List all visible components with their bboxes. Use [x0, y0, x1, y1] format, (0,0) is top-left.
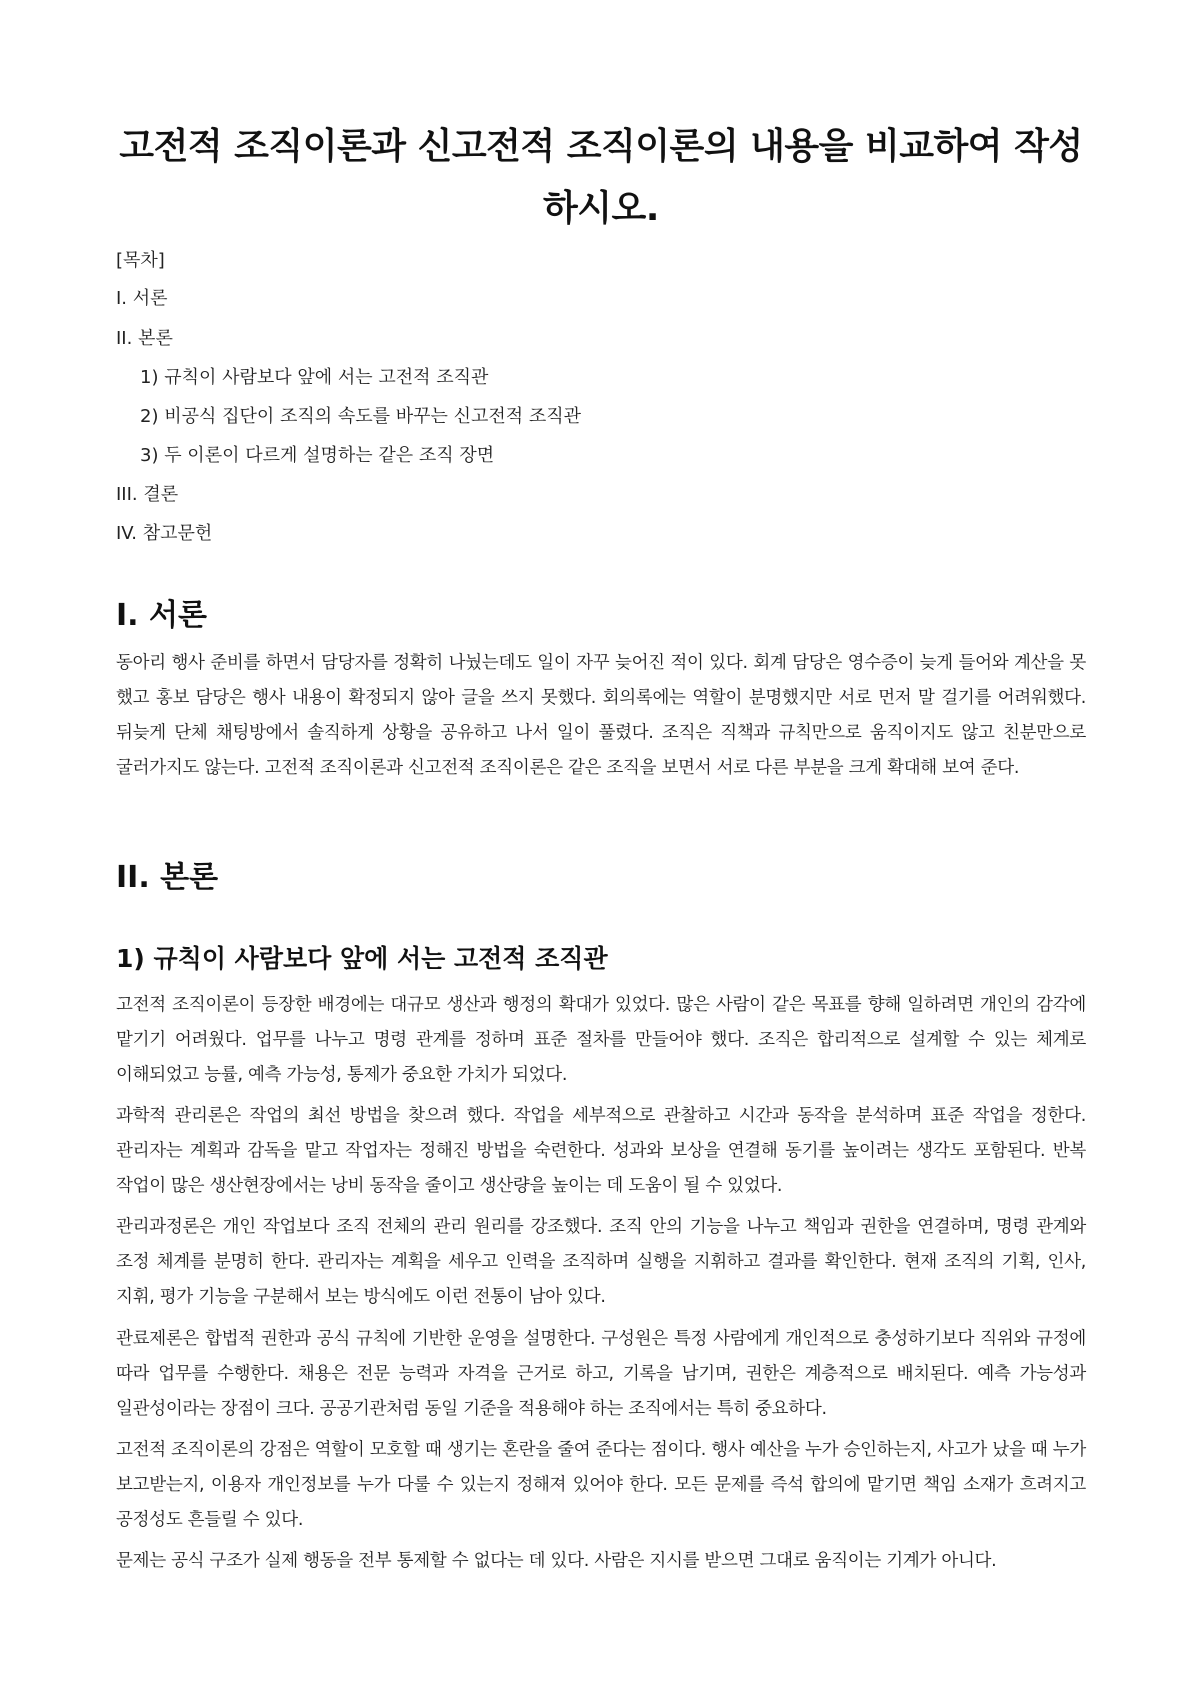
- toc-item: 1) 규칙이 사람보다 앞에 서는 고전적 조직관: [140, 367, 489, 388]
- toc-item: III. 결론: [116, 484, 179, 505]
- toc-item: I. 서론: [116, 288, 168, 309]
- toc-item: II. 본론: [116, 328, 173, 349]
- document-title: 고전적 조직이론과 신고전적 조직이론의 내용을 비교하여 작성하시오.: [119, 126, 1083, 229]
- section-heading-intro: I. 서론: [116, 598, 207, 633]
- body-paragraph: 고전적 조직이론의 강점은 역할이 모호할 때 생기는 혼란을 줄여 준다는 점이다. 행사 예산을 누가 승인하는지, 사고가 났을 때 누가 보고받는지, 이용자 개인정보를 누가 다룰 수 있는지 정해져 있어야 한다. 모든 문제를 즉석 합의에 맡기면 책임 소재가 흐려지고 공정성도 흔들릴 수 있다.: [116, 1440, 1086, 1530]
- body-paragraph: 관료제론은 합법적 권한과 공식 규칙에 기반한 운영을 설명한다. 구성원은 특정 사람에게 개인적으로 충성하기보다 직위와 규정에 따라 업무를 수행한다. 채용은 전문 능력과 자격을 근거로 하고, 기록을 남기며, 권한은 계층적으로 배치된다. 예측 가능성과 일관성이라는 장점이 크다. 공공기관처럼 동일 기준을 적용해야 하는 조직에서는 특히 중요하다.: [116, 1329, 1086, 1419]
- toc-item: 2) 비공식 집단이 조직의 속도를 바꾸는 신고전적 조직관: [140, 406, 582, 427]
- body-paragraph: 고전적 조직이론이 등장한 배경에는 대규모 생산과 행정의 확대가 있었다. 많은 사람이 같은 목표를 향해 일하려면 개인의 감각에 맡기기 어려웠다. 업무를 나누고 명령 관계를 정하며 표준 절차를 만들어야 했다. 조직은 합리적으로 설계할 수 있는 체계로 이해되었고 능률, 예측 가능성, 통제가 중요한 가치가 되었다.: [116, 995, 1086, 1085]
- intro-paragraph: 동아리 행사 준비를 하면서 담당자를 정확히 나눴는데도 일이 자꾸 늦어진 적이 있다. 회계 담당은 영수증이 늦게 들어와 계산을 못 했고 홍보 담당은 행사 내용이 확정되지 않아 글을 쓰지 못했다. 회의록에는 역할이 분명했지만 서로 먼저 말 걸기를 어려워했다. 뒤늦게 단체 채팅방에서 솔직하게 상황을 공유하고 나서 일이 풀렸다. 조직은 직책과 규칙만으로 움직이지도 않고 친분만으로 굴러가지도 않는다. 고전적 조직이론과 신고전적 조직이론은 같은 조직을 보면서 서로 다른 부분을 크게 확대해 보여 준다.: [116, 653, 1086, 778]
- subsection-heading: 1) 규칙이 사람보다 앞에 서는 고전적 조직관: [116, 944, 608, 973]
- toc-heading: [목차]: [116, 250, 165, 271]
- body-paragraph: 문제는 공식 구조가 실제 행동을 전부 통제할 수 없다는 데 있다. 사람은 지시를 받으면 그대로 움직이는 기계가 아니다.: [116, 1551, 997, 1571]
- toc-item: IV. 참고문헌: [116, 523, 213, 544]
- body-paragraph: 관리과정론은 개인 작업보다 조직 전체의 관리 원리를 강조했다. 조직 안의 기능을 나누고 책임과 권한을 연결하며, 명령 관계와 조정 체계를 분명히 한다. 관리자는 계획을 세우고 인력을 조직하며 실행을 지휘하고 결과를 확인한다. 현재 조직의 기획, 인사, 지휘, 평가 기능을 구분해서 보는 방식에도 이런 전통이 남아 있다.: [116, 1217, 1086, 1307]
- section-heading-body: II. 본론: [116, 860, 219, 895]
- body-paragraph: 과학적 관리론은 작업의 최선 방법을 찾으려 했다. 작업을 세부적으로 관찰하고 시간과 동작을 분석하며 표준 작업을 정한다. 관리자는 계획과 감독을 맡고 작업자는 정해진 방법을 숙련한다. 성과와 보상을 연결해 동기를 높이려는 생각도 포함된다. 반복 작업이 많은 생산현장에서는 낭비 동작을 줄이고 생산량을 높이는 데 도움이 될 수 있었다.: [116, 1106, 1086, 1196]
- toc-item: 3) 두 이론이 다르게 설명하는 같은 조직 장면: [140, 445, 495, 466]
